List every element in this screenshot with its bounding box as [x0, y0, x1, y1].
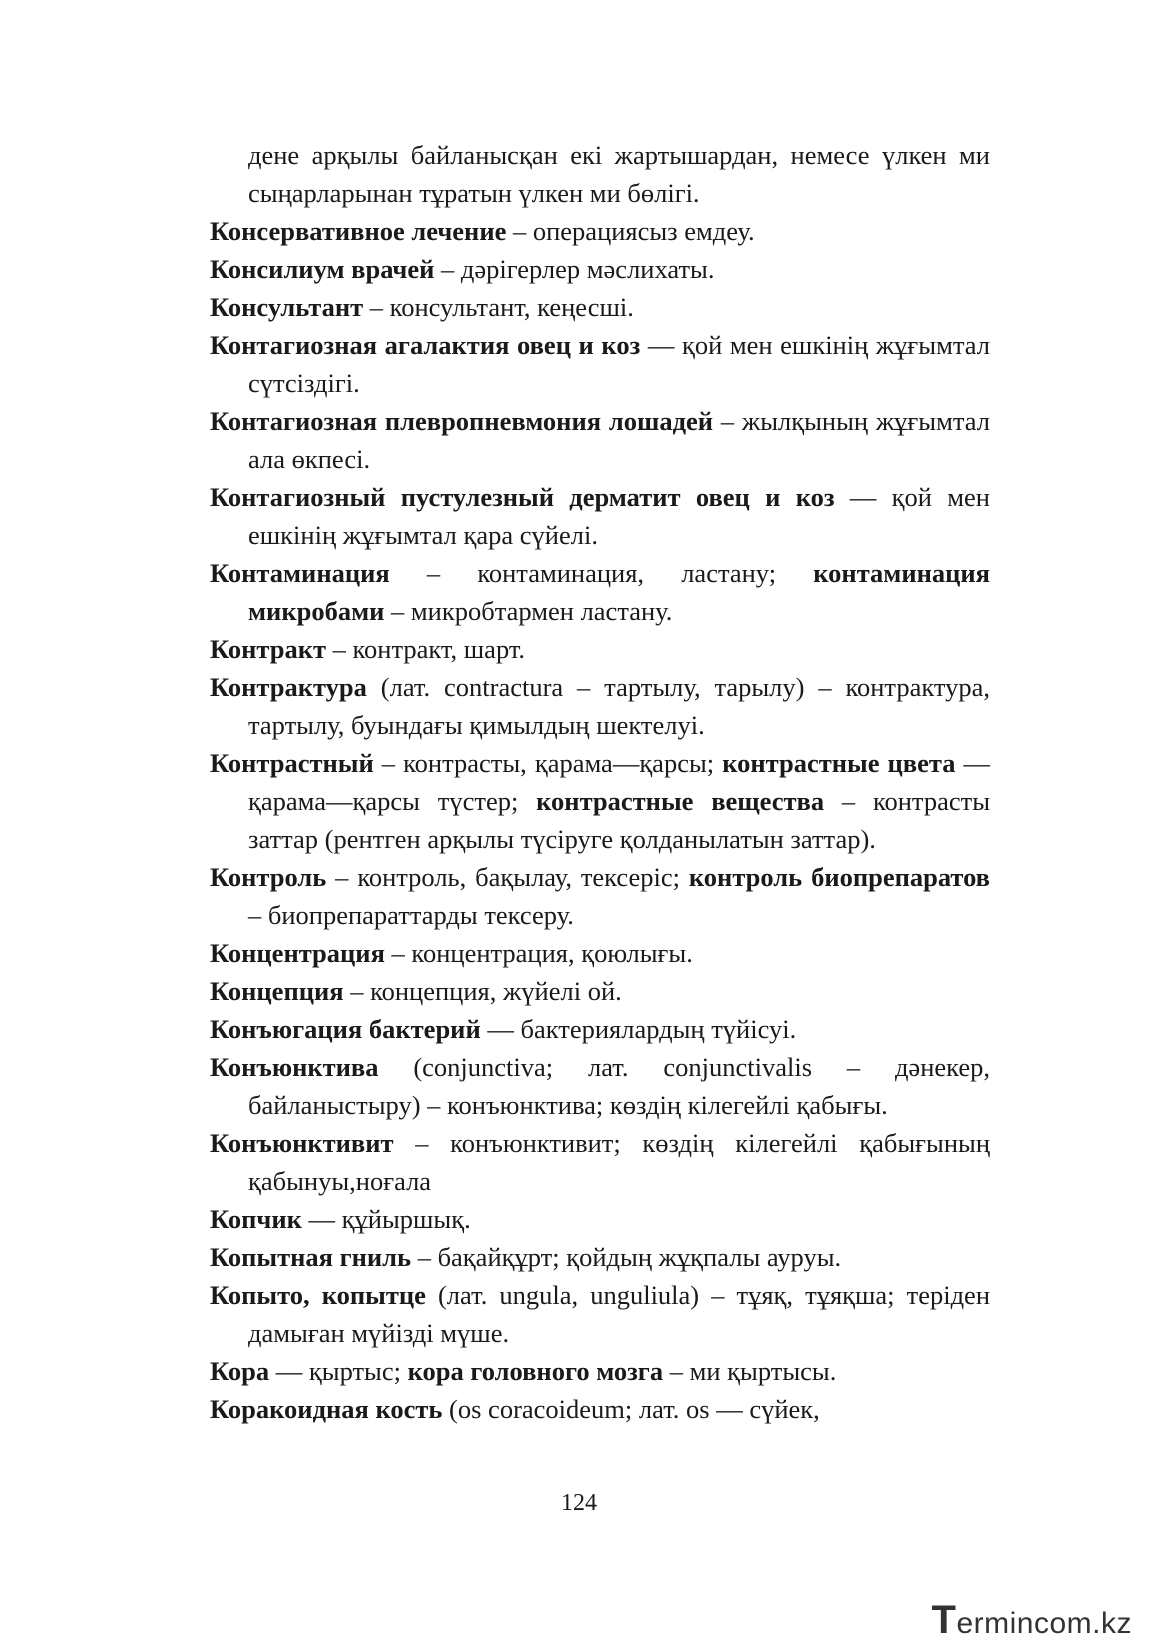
- entry-definition: – микробтармен ластану.: [384, 596, 673, 626]
- dictionary-entry: [210, 1352, 990, 1390]
- entry-term: Контагиозная плевропневмония лошадей: [210, 406, 714, 436]
- dictionary-entry: [210, 1200, 990, 1238]
- entry-definition: – дәрігерлер мәслихаты.: [434, 254, 715, 284]
- entry-definition: — қарама—қарсы түстер;: [248, 748, 991, 816]
- entry-term: Концепция: [210, 976, 344, 1006]
- dictionary-entry: [210, 1048, 990, 1124]
- dictionary-entry: [210, 288, 990, 326]
- dictionary-entry: [210, 858, 990, 934]
- entry-definition: (conjunctiva; лат. conjunctivalis – дәнекер, байланыстыру) – конъюнктива; көздің кілегейлі қабығы.: [248, 1052, 990, 1120]
- entry-definition: — қыртыс;: [269, 1356, 408, 1386]
- entry-term: Конъюнктива: [210, 1052, 379, 1082]
- dictionary-entry: [210, 554, 990, 630]
- entry-definition: – жылқының жұғымтал ала өкпесі.: [248, 406, 991, 474]
- entry-definition: дене арқылы байланысқан екі жартышардан, немесе үлкен ми сыңарларынан тұратын үлкен ми бөлігі.: [248, 140, 990, 208]
- entry-definition: – бақайқұрт; қойдың жұқпалы ауруы.: [411, 1242, 842, 1272]
- entry-definition: – концепция, жүйелі ой.: [343, 976, 622, 1006]
- entry-term: Контаминация: [210, 558, 390, 588]
- entry-definition: – ми қыртысы.: [663, 1356, 837, 1386]
- dictionary-entry: [210, 934, 990, 972]
- dictionary-entry: [210, 250, 990, 288]
- logo-text: ermincom.kz: [956, 1607, 1132, 1640]
- entry-term: Консервативное лечение: [210, 216, 507, 246]
- entry-definition: — қой мен ешкінің жұғымтал сүтсіздігі.: [248, 330, 991, 398]
- entry-definition: – контаминация, ластану;: [389, 558, 814, 588]
- dictionary-entry: [210, 1390, 990, 1428]
- entry-term: Конъюнктивит: [210, 1128, 394, 1158]
- entry-definition: – контрасты заттар (рентген арқылы түсіруге қолданылатын заттар).: [248, 786, 990, 854]
- dictionary-entry: [210, 630, 990, 668]
- dictionary-entry: [210, 1010, 990, 1048]
- logo-letter: T: [931, 1598, 957, 1642]
- entry-definition: (os coracoideum; лат. os — сүйек,: [442, 1394, 820, 1424]
- dictionary-entry: [210, 1276, 990, 1352]
- dictionary-page: [210, 136, 990, 1428]
- entry-term: Коракоидная кость: [210, 1394, 443, 1424]
- entry-term: Копыто, копытце: [210, 1280, 426, 1310]
- dictionary-entry: [210, 1124, 990, 1200]
- entry-definition: – консультант, кеңесші.: [363, 292, 634, 322]
- entry-definition: – операциясыз емдеу.: [506, 216, 755, 246]
- entry-definition: – контрасты, қарама—қарсы;: [373, 748, 723, 778]
- entry-definition: (лат. ungula, unguliula) – тұяқ, тұяқша; теріден дамыған мүйізді мүше.: [248, 1280, 990, 1348]
- entry-definition: — қой мен ешкінің жұғымтал қара сүйелі.: [248, 482, 990, 550]
- entry-term: Конъюгация бактерий: [210, 1014, 481, 1044]
- entry-term: Контракт: [210, 634, 327, 664]
- entry-term: Контагиозный пустулезный дерматит овец и коз: [210, 482, 835, 512]
- dictionary-entry: [210, 212, 990, 250]
- entry-definition: – контракт, шарт.: [326, 634, 526, 664]
- entry-definition: – конъюнктивит; көздің кілегейлі қабығының қабынуы,ноғала: [248, 1128, 990, 1196]
- entry-definition: — құйыршық.: [301, 1204, 471, 1234]
- dictionary-entry: [210, 326, 990, 402]
- entry-term: контрастные цвета: [722, 748, 956, 778]
- entry-term: Кора: [210, 1356, 270, 1386]
- entry-term: контроль биопрепаратов: [688, 862, 990, 892]
- entry-term: Контагиозная агалактия овец и коз: [210, 330, 641, 360]
- entry-term: Контроль: [210, 862, 327, 892]
- dictionary-entry: [210, 972, 990, 1010]
- dictionary-entry: [210, 478, 990, 554]
- entry-term: Концентрация: [210, 938, 385, 968]
- entry-definition: – контроль, бақылау, тексеріс;: [326, 862, 689, 892]
- entry-term: Консультант: [210, 292, 364, 322]
- entry-term: Контрактура: [210, 672, 367, 702]
- entry-term: контрастные вещества: [536, 786, 825, 816]
- dictionary-entry: [210, 136, 990, 212]
- dictionary-entry: [210, 744, 990, 858]
- entry-definition: – биопрепараттарды тексеру.: [248, 900, 574, 930]
- entry-term: контаминация микробами: [248, 558, 990, 626]
- dictionary-entry: [210, 402, 990, 478]
- entry-term: Копчик: [210, 1204, 302, 1234]
- page-number: 124: [561, 1490, 597, 1516]
- entry-definition: — бактериялардың түйісуі.: [480, 1014, 797, 1044]
- terminkom-logo: [932, 1598, 1132, 1643]
- entry-definition: (лат. contractura – тартылу, тарылу) – контрактура, тартылу, буындағы қимылдың шектелуі.: [248, 672, 990, 740]
- dictionary-entry: [210, 668, 990, 744]
- entry-term: Копытная гниль: [210, 1242, 412, 1272]
- entry-term: Контрастный: [210, 748, 374, 778]
- entry-term: кора головного мозга: [407, 1356, 664, 1386]
- dictionary-entry: [210, 1238, 990, 1276]
- entry-definition: – концентрация, қоюлығы.: [384, 938, 693, 968]
- entry-term: Консилиум врачей: [210, 254, 435, 284]
